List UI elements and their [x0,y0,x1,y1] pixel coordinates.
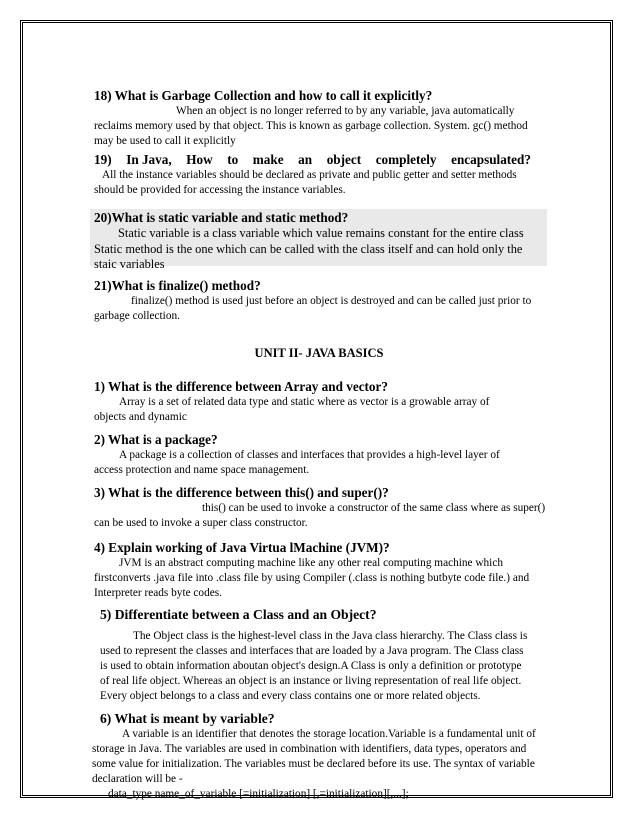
answer-line: JVM is an abstract computing machine like any other real computing machine which [119,557,503,569]
question-title: 1) What is the difference between Array and vector? [94,379,388,394]
question-title: 20)What is static variable and static method? [94,210,349,225]
answer-line: firstconverts .java file into .class file by using Compiler (.class is nothing butbyte code file.) and [94,572,530,584]
answer-line: Array is a set of related data type and static where as vector is a growable array of [119,396,490,408]
answer-line: may be used to call it explicitly [94,135,236,147]
question-title: 3) What is the difference between this() and super()? [94,485,389,500]
answer-line: reclaims memory used by that object. This is known as garbage collection. System. gc() method [94,120,528,132]
question-unit2-6 [92,711,548,802]
answer-line: declaration will be - [92,773,183,785]
answer-line: finalize() method is used just before an object is destroyed and can be called just prior to [131,295,532,307]
question-unit2-2 [94,432,546,478]
answer-line: Static method is the one which can be called with the class itself and can hold only the [94,241,523,256]
question-18 [94,88,546,149]
question-19 [94,152,546,198]
answer-line: Static variable is a class variable which value remains constant for the entire class [118,226,524,240]
answer-line: should be provided for accessing the instance variables. [94,184,346,196]
section-title: UNIT II- JAVA BASICS [254,346,384,360]
question-20 [94,210,546,273]
answer-line: some value for initialization. The variables must be declared before its use. The syntax of variable [92,758,535,770]
answer-line: used to represent the classes and interfaces that are loaded by a Java program. The Class class [100,645,524,657]
answer-line: is used to obtain information aboutan object's design.A Class is only a definition or prototype [100,660,522,672]
question-21 [94,278,546,324]
answer-line: storage in Java. The variables are used in combination with identifiers, data types, operators and [92,743,527,755]
question-title: 2) What is a package? [94,432,218,447]
answer-line: The Object class is the highest-level class in the Java class hierarchy. The Class class is [133,630,528,642]
question-unit2-4 [94,540,546,601]
question-title: 21)What is finalize() method? [94,278,261,293]
answer-line: garbage collection. [94,310,180,322]
code-line: data_type name_of_variable [=initialization] [,=initialization][,...]; [108,788,409,800]
answer-line: Interpreter reads byte codes. [94,587,222,599]
question-unit2-1 [94,379,546,425]
answer-line: can be used to invoke a super class constructor. [94,517,308,529]
answer-line: objects and dynamic [94,411,187,423]
answer-line: Every object belongs to a class and every class contains one or more related objects. [100,690,481,702]
answer-line: When an object is no longer referred to by any variable, java automatically [176,105,515,117]
answer-line: staic variables [94,257,165,271]
answer-line: access protection and name space management. [94,464,310,476]
answer-line: A package is a collection of classes and interfaces that provides a high-level layer of [119,449,500,461]
question-title: 6) What is meant by variable? [100,711,275,726]
question-title: 5) Differentiate between a Class and an Object? [100,607,377,622]
answer-line: All the instance variables should be declared as private and public getter and setter methods [102,169,517,181]
question-title: 19) In Java, How to make an object completely encapsulated? [94,152,531,167]
question-unit2-3 [94,485,546,531]
answer-line: of real life object. Whereas an object is an instance or living representation of real life object. [100,675,522,687]
question-title: 4) Explain working of Java Virtua lMachine (JVM)? [94,540,390,555]
question-title: 18) What is Garbage Collection and how to call it explicitly? [94,88,433,103]
question-unit2-5 [100,607,546,704]
answer-line: this() can be used to invoke a constructor of the same class where as super() [202,502,546,514]
answer-line: A variable is an identifier that denotes the storage location.Variable is a fundamental unit of [122,728,536,740]
